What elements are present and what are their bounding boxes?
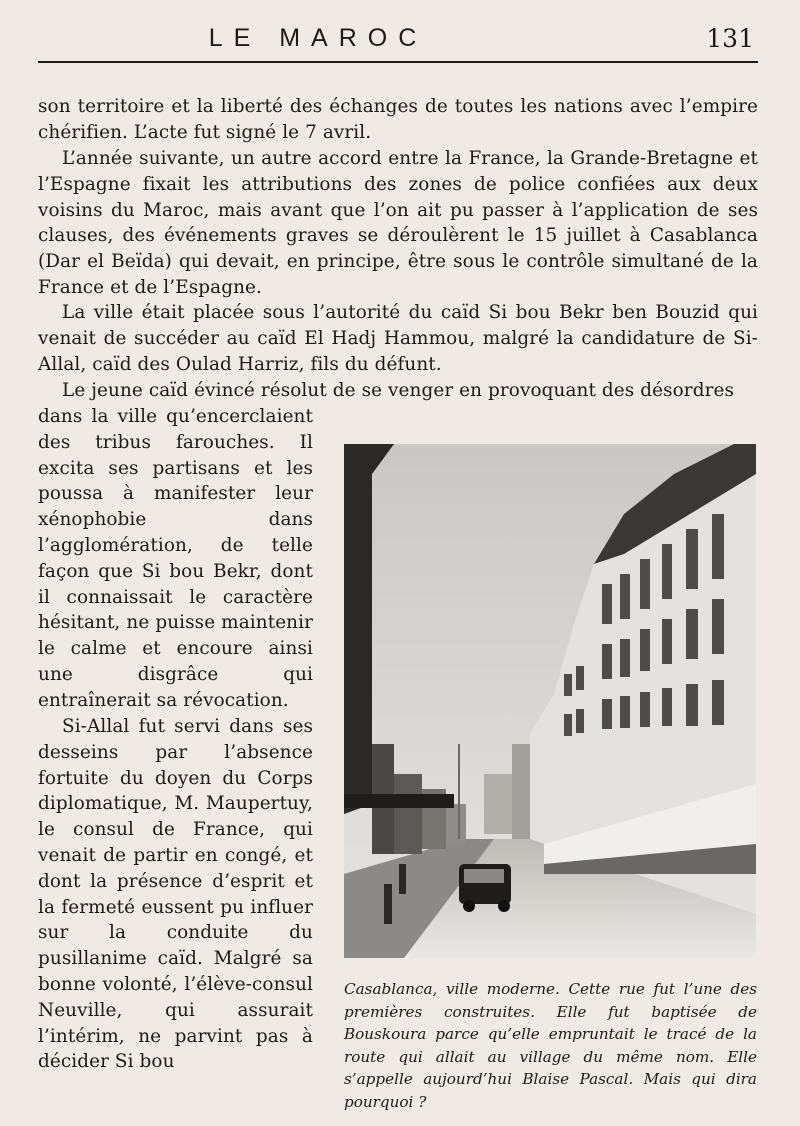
paragraph-5: Si-Allal fut servi dans ses desseins par l’absence fortuite du doyen du Corps diplomatique, M. Maupertuy, le consul de France, qui venait de partir en congé, et dont la présence d’esprit et la fermeté eussent pu influer sur la conduite du pusillanime caïd. Malgré sa bonne volonté, l’élève-consul Neuville, qui assurait l’intérim, ne parvint pas à décider Si bou <box>38 716 313 1073</box>
photo-caption: Casablanca, ville moderne. Cette rue fut l’une des premières construites. Elle fut baptisée de Bouskoura parce qu’elle empruntait le tracé de la route qui allait au village du même nom. Elle s’appelle aujourd’hui Blaise Pascal. Mais qui dira pourquoi ? <box>344 980 757 1111</box>
street-photo <box>344 444 756 958</box>
paragraph-4-lead: Le jeune caïd évincé résolut de se venger en provoquant des désordres <box>62 380 734 401</box>
street-photo-drawing <box>344 444 756 958</box>
running-title: LE MAROC <box>208 24 428 52</box>
page-number: 131 <box>706 24 754 53</box>
paragraph-3: La ville était placée sous l’autorité du caïd Si bou Bekr ben Bouzid qui venait de succéder au caïd El Hadj Hammou, malgré la candidature de Si-Allal, caïd des Oulad Harriz, fils du défunt. <box>38 302 758 375</box>
page-header <box>38 22 758 62</box>
paragraph-1: son territoire et la liberté des échanges de toutes les nations avec l’empire chérifien. L’acte fut signé le 7 avril. <box>38 96 758 143</box>
header-rule <box>38 61 758 63</box>
paragraph-2: L’année suivante, un autre accord entre la France, la Grande-Bretagne et l’Espagne fixait les attributions des zones de police confiées aux deux voisins du Maroc, mais avant que l’on ait pu passer à l’application de ses clauses, des événements graves se déroulèrent le 15 juillet à Casablanca (Dar el Beïda) qui devait, en principe, être sous le contrôle simultané de la France et de l’Espagne. <box>38 148 758 298</box>
paragraph-4-column: dans la ville qu’encerclaient des tribus farouches. Il excita ses partisans et les poussa à manifester leur xénophobie dans l’agglomération, de telle façon que Si bou Bekr, dont il connaissait le caractère hésitant, ne puisse maintenir le calme et encoure ainsi une disgrâce qui entraînerait sa révocation. <box>38 406 313 711</box>
